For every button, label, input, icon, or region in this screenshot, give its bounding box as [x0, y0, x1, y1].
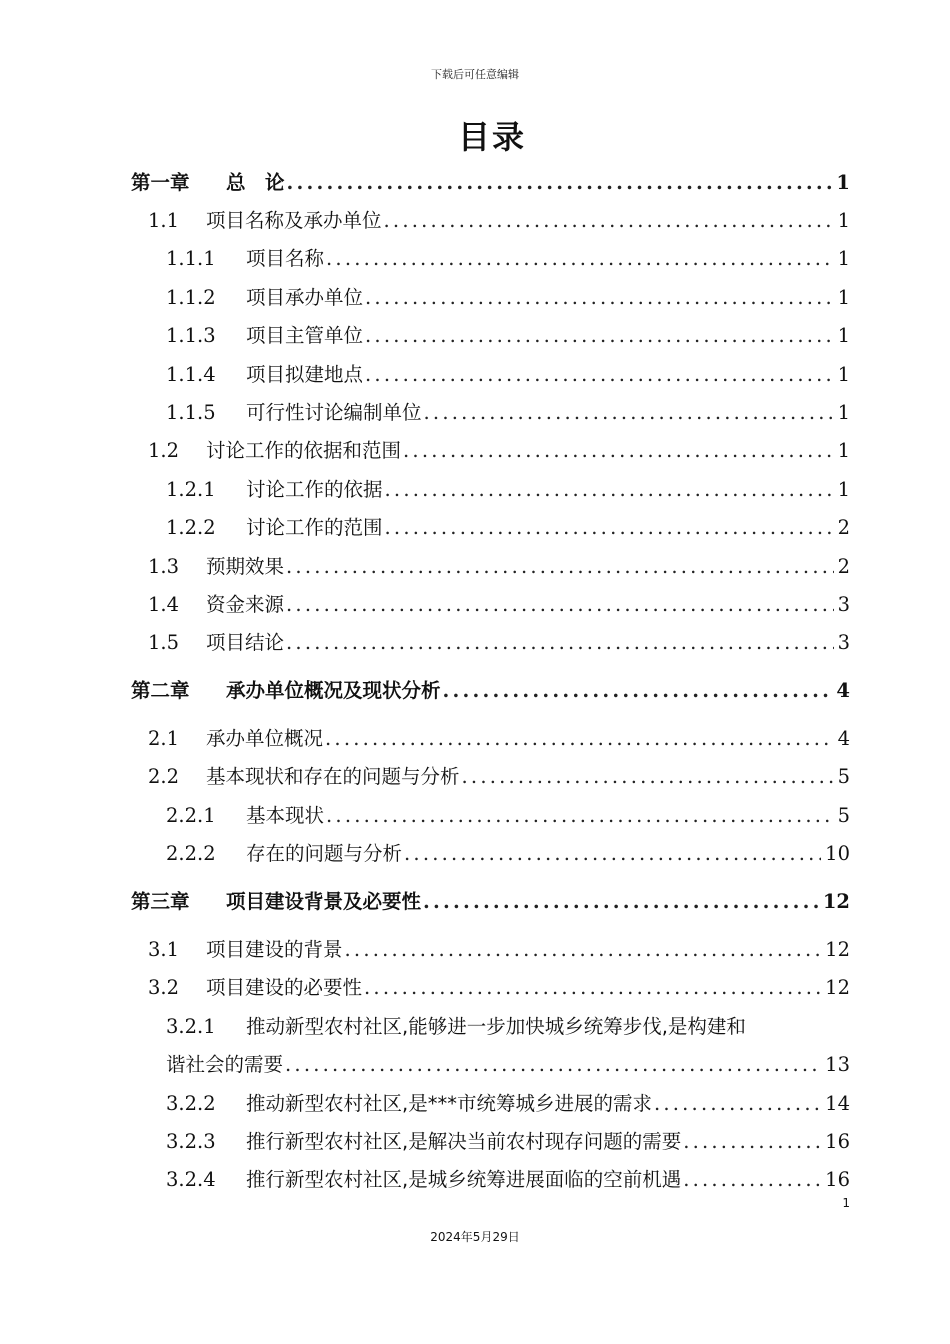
toc-leader-dots: [683, 1167, 821, 1193]
toc-entry-label: 项目建设的背景: [206, 938, 343, 961]
toc-chapter-entry[interactable]: [131, 889, 850, 915]
toc-leader-dots: [385, 477, 834, 503]
toc-entry-number: 2.2: [148, 765, 180, 788]
toc-entry-label: 推动新型农村社区,能够进一步加快城乡统筹步伐,是构建和: [246, 1015, 746, 1038]
toc-entry-number: 2.2.2: [166, 842, 216, 865]
toc-entry-label: 存在的问题与分析: [246, 842, 403, 865]
toc-entry-label: 承办单位概况: [206, 727, 324, 750]
toc-chapter-entry[interactable]: [131, 170, 850, 196]
toc-entry[interactable]: [166, 841, 850, 867]
toc-leader-dots: [287, 170, 833, 196]
toc-entry-number: 第三章: [131, 890, 190, 913]
toc-entry-number: 1.1: [148, 209, 180, 232]
toc-entry-number: 1.2.2: [166, 516, 216, 539]
toc-entry[interactable]: [148, 726, 850, 752]
toc-entry-label: 项目拟建地点: [246, 363, 364, 386]
toc-entry[interactable]: [166, 1167, 850, 1193]
toc-entry[interactable]: [148, 937, 850, 963]
toc-entry-number: 3.2: [148, 976, 180, 999]
toc-entry-label: 可行性讨论编制单位: [246, 401, 422, 424]
toc-entry-label: 项目名称: [246, 247, 325, 270]
toc-entry[interactable]: [166, 246, 850, 272]
toc-entry[interactable]: [148, 764, 850, 790]
toc-entry-label: 项目建设背景及必要性: [226, 890, 422, 913]
toc-leader-dots: [462, 764, 834, 790]
toc-entry-page: 1: [837, 478, 850, 501]
toc-entry[interactable]: [166, 1091, 850, 1117]
toc-entry-label: 项目名称及承办单位: [206, 209, 382, 232]
toc-entry-label: 讨论工作的依据和范围: [206, 439, 402, 462]
toc-entry-label: 预期效果: [206, 555, 285, 578]
toc-entry-label: 讨论工作的依据: [246, 478, 383, 501]
toc-entry-page: 1: [837, 324, 850, 347]
footer-date: 2024年5月29日: [430, 1230, 520, 1244]
toc-entry[interactable]: [166, 400, 850, 426]
toc-entry[interactable]: [166, 323, 850, 349]
toc-entry-number: 1.1.2: [166, 286, 216, 309]
page-header: 下载后可任意编辑: [431, 68, 519, 81]
toc-entry-label: 推行新型农村社区,是解决当前农村现存问题的需要: [246, 1130, 682, 1153]
toc-leader-dots: [365, 285, 834, 311]
toc-entry[interactable]: [166, 1129, 850, 1155]
toc-leader-dots: [286, 630, 834, 656]
toc-entry-number: 3.1: [148, 938, 180, 961]
toc-entry[interactable]: [166, 362, 850, 388]
toc-entry[interactable]: [166, 515, 850, 541]
toc-entry-number: 第一章: [131, 171, 190, 194]
toc-entry-page: 12: [825, 976, 850, 999]
toc-entry-label: 推行新型农村社区,是城乡统筹进展面临的空前机遇: [246, 1168, 682, 1191]
toc-entry-page: 16: [825, 1130, 850, 1153]
toc-entry-number: 2.1: [148, 727, 180, 750]
toc-leader-dots: [424, 400, 834, 426]
toc-entry-page: 12: [825, 938, 850, 961]
toc-entry-label: 讨论工作的范围: [246, 516, 383, 539]
toc-entry[interactable]: [148, 554, 850, 580]
toc-leader-dots: [423, 889, 819, 915]
toc-leader-dots: [285, 1052, 821, 1078]
toc-entry-number: 1.2.1: [166, 478, 216, 501]
toc-entry-page: 14: [825, 1092, 850, 1115]
toc-entry-page: 5: [837, 765, 850, 788]
toc-entry-number: 3.2.2: [166, 1092, 216, 1115]
toc-entry-number: 1.1.5: [166, 401, 216, 424]
toc-entry-page: 1: [837, 363, 850, 386]
toc-entry-page: 2: [837, 555, 850, 578]
toc-entry-number: 3.2.3: [166, 1130, 216, 1153]
toc-entry-label: 总 论: [226, 171, 285, 194]
toc-entry-page: 5: [837, 804, 850, 827]
toc-leader-dots: [286, 592, 834, 618]
toc-entry-label: 基本现状和存在的问题与分析: [206, 765, 460, 788]
toc-entry-number: 1.1.3: [166, 324, 216, 347]
toc-entry[interactable]: [148, 208, 850, 234]
toc-entry-label-continued: 谐社会的需要: [166, 1053, 284, 1076]
toc-entry-number: 3.2.4: [166, 1168, 216, 1191]
toc-leader-dots: [326, 246, 834, 272]
toc-entry-number: 1.3: [148, 555, 180, 578]
toc-leader-dots: [345, 937, 822, 963]
toc-leader-dots: [365, 323, 834, 349]
toc-entry-page: 4: [836, 679, 850, 702]
toc-entry-page: 1: [837, 247, 850, 270]
toc-entry-page: 1: [837, 209, 850, 232]
toc-leader-dots: [654, 1091, 821, 1117]
toc-entry-label: 推动新型农村社区,是***市统筹城乡进展的需求: [246, 1092, 652, 1115]
toc-entry-number: 3.2.1: [166, 1015, 216, 1038]
toc-entry-page: 16: [825, 1168, 850, 1191]
toc-entry-label: 基本现状: [246, 804, 325, 827]
toc-entry-page: 1: [837, 401, 850, 424]
toc-entry-label: 资金来源: [206, 593, 285, 616]
toc-entry-label: 项目结论: [206, 631, 285, 654]
toc-entry[interactable]: [166, 803, 850, 829]
toc-leader-dots: [403, 438, 834, 464]
toc-entry-page: 3: [837, 631, 850, 654]
toc-entry-page: 1: [837, 439, 850, 462]
toc-entry-number: 1.1.1: [166, 247, 216, 270]
toc-entry-page: 3: [837, 593, 850, 616]
toc-leader-dots: [683, 1129, 821, 1155]
page-number: 1: [842, 1196, 850, 1210]
toc-entry[interactable]: [148, 975, 850, 1001]
toc-title: 目录: [457, 118, 526, 156]
toc-entry-number: 1.1.4: [166, 363, 216, 386]
toc-leader-dots: [286, 554, 834, 580]
toc-entry-page: 1: [837, 286, 850, 309]
toc-entry-number: 1.4: [148, 593, 180, 616]
toc-entry-number: 1.5: [148, 631, 180, 654]
toc-entry-label: 承办单位概况及现状分析: [226, 679, 441, 702]
toc-leader-dots: [325, 726, 834, 752]
toc-chapter-entry[interactable]: [131, 678, 850, 704]
toc-leader-dots: [404, 841, 821, 867]
toc-leader-dots: [384, 208, 834, 234]
toc-entry-page: 10: [825, 842, 850, 865]
toc-leader-dots: [364, 975, 821, 1001]
toc-entry-label: 项目主管单位: [246, 324, 364, 347]
toc-entry[interactable]: [148, 630, 850, 656]
toc-entry-number: 2.2.1: [166, 804, 216, 827]
toc-entry[interactable]: [166, 477, 850, 503]
toc-leader-dots: [443, 678, 833, 704]
toc-entry-label: 项目建设的必要性: [206, 976, 363, 999]
toc-entry-page: 12: [822, 890, 850, 913]
toc-entry-page: 2: [837, 516, 850, 539]
toc-entry-label: 项目承办单位: [246, 286, 364, 309]
toc-entry[interactable]: [166, 285, 850, 311]
toc-leader-dots: [365, 362, 834, 388]
toc-entry-number: 1.2: [148, 439, 180, 462]
toc-entry-number: 第二章: [131, 679, 190, 702]
toc-entry[interactable]: [166, 1014, 850, 1040]
toc-entry[interactable]: [148, 438, 850, 464]
toc-leader-dots: [385, 515, 834, 541]
toc-leader-dots: [326, 803, 834, 829]
toc-entry-page: 13: [825, 1053, 850, 1076]
toc-entry-page: 1: [836, 171, 850, 194]
toc-entry-continuation[interactable]: [166, 1052, 850, 1078]
toc-entry[interactable]: [148, 592, 850, 618]
toc-entry-page: 4: [837, 727, 850, 750]
